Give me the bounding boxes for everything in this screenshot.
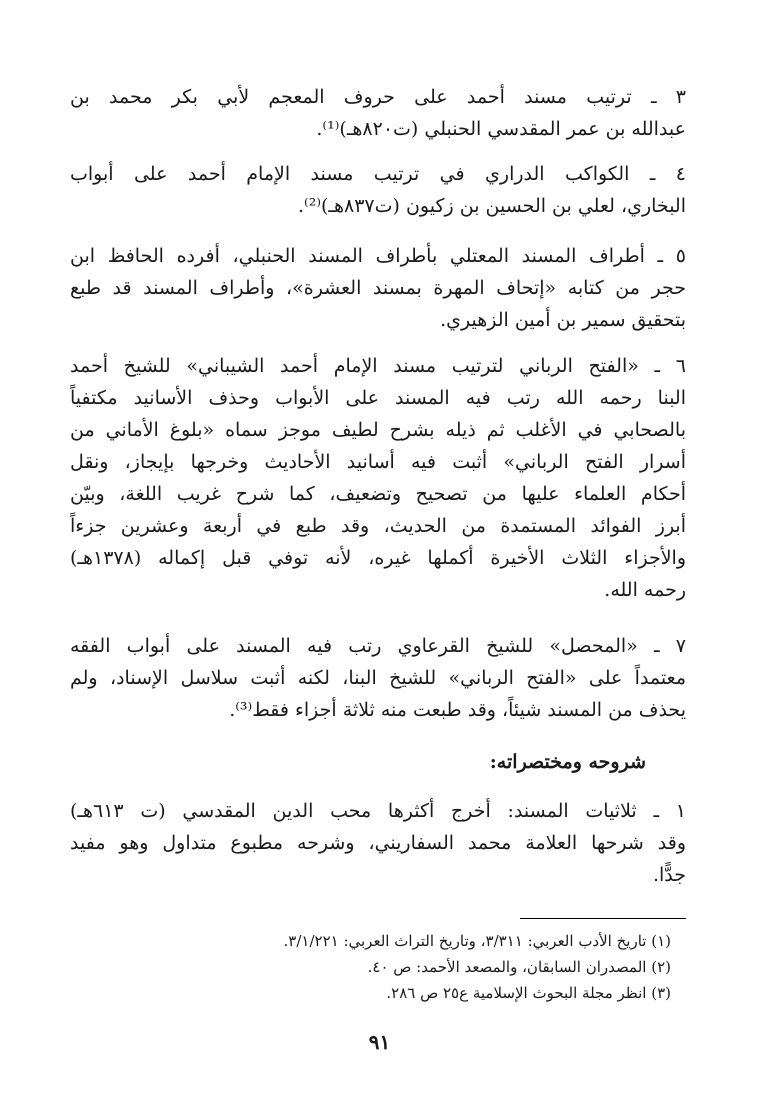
- paragraph-item-3: [70, 81, 686, 145]
- text-line: بالصحابي في الأغلب ثم ذيله بشرح لطيف موجز سماه «بلوغ الأماني من: [70, 419, 686, 441]
- text-line: البخاري، لعلي بن الحسين بن زكيون (ت٨٣٧هـ)⁽²⁾.: [298, 195, 686, 217]
- footnote-2: (٢) المصدران السابقان، والمصعد الأحمد: ص ٤٠.: [367, 958, 671, 976]
- text-line: أسرار الفتح الرباني» أثبت فيه أسانيد الأحاديث وخرجها بإيجاز، ونقل: [70, 451, 686, 473]
- text-line: أحكام العلماء عليها من تصحيح وتضعيف، كما شرح غريب اللغة، وبيّن: [70, 483, 686, 505]
- text-line: أبرز الفوائد المستمدة من الحديث، وقد طبع في أربعة وعشرين جزءاً: [70, 515, 686, 537]
- text-line: وقد شرحها العلامة محمد السفاريني، وشرحه مطبوع متداول وهو مفيد: [70, 832, 686, 854]
- footnote-1: (١) تاريخ الأدب العربي: ٣/٣١١، وتاريخ التراث العربي: ٣/١/٢٢١.: [283, 932, 671, 950]
- section-heading: شروحه ومختصراته:: [489, 751, 646, 773]
- text-line: يحذف من المسند شيئاً، وقد طبعت منه ثلاثة أجزاء فقط⁽³⁾.: [229, 699, 686, 721]
- text-line: معتمداً على «الفتح الرباني» للشيخ البنا، لكنه أثبت سلاسل الإسناد، ولم: [70, 667, 686, 689]
- text-line: ١ ـ ثلاثيات المسند: أخرج أكثرها محب الدين المقدسي (ت ٦١٣هـ): [70, 800, 686, 822]
- text-line: عبدالله بن عمر المقدسي الحنبلي (ت٨٢٠هـ)⁽¹⁾.: [316, 118, 686, 140]
- paragraph-item-4: [70, 158, 686, 222]
- text-line: بتحقيق سمير بن أمين الزهيري.: [440, 309, 686, 331]
- text-line: ٥ ـ أطراف المسند المعتلي بأطراف المسند الحنبلي، أفرده الحافظ ابن: [70, 245, 686, 267]
- text-line: البنا رحمه الله رتب فيه المسند على الأبواب وحذف الأسانيد مكتفياً: [70, 387, 686, 409]
- footnote-divider: [520, 918, 686, 919]
- text-line: ٦ ـ «الفتح الرباني لترتيب مسند الإمام أحمد الشيباني» للشيخ أحمد: [70, 355, 686, 377]
- page-number: ٩١: [368, 1030, 391, 1054]
- footnote-3: (٣) انظر مجلة البحوث الإسلامية ع٢٥ ص ٢٨٦.: [386, 984, 671, 1002]
- text-line: ٧ ـ «المحصل» للشيخ القرعاوي رتب فيه المسند على أبواب الفقه: [70, 635, 686, 657]
- paragraph-item-6: [70, 350, 686, 606]
- paragraph-item-7: [70, 630, 686, 726]
- text-line: والأجزاء الثلاث الأخيرة أكملها غيره، لأنه توفي قبل إكماله (١٣٧٨هـ): [70, 547, 686, 569]
- paragraph-item-8: [70, 795, 686, 891]
- text-line: ٣ ـ ترتيب مسند أحمد على حروف المعجم لأبي بكر محمد بن: [70, 86, 686, 108]
- text-line: ٤ ـ الكواكب الدراري في ترتيب مسند الإمام أحمد على أبواب: [70, 163, 686, 185]
- text-line: حجر من كتابه «إتحاف المهرة بمسند العشرة»، وأطراف المسند قد طبع: [70, 277, 686, 299]
- text-line: رحمه الله.: [604, 579, 686, 601]
- paragraph-item-5: [70, 240, 686, 336]
- text-line: جدًّا.: [652, 864, 686, 886]
